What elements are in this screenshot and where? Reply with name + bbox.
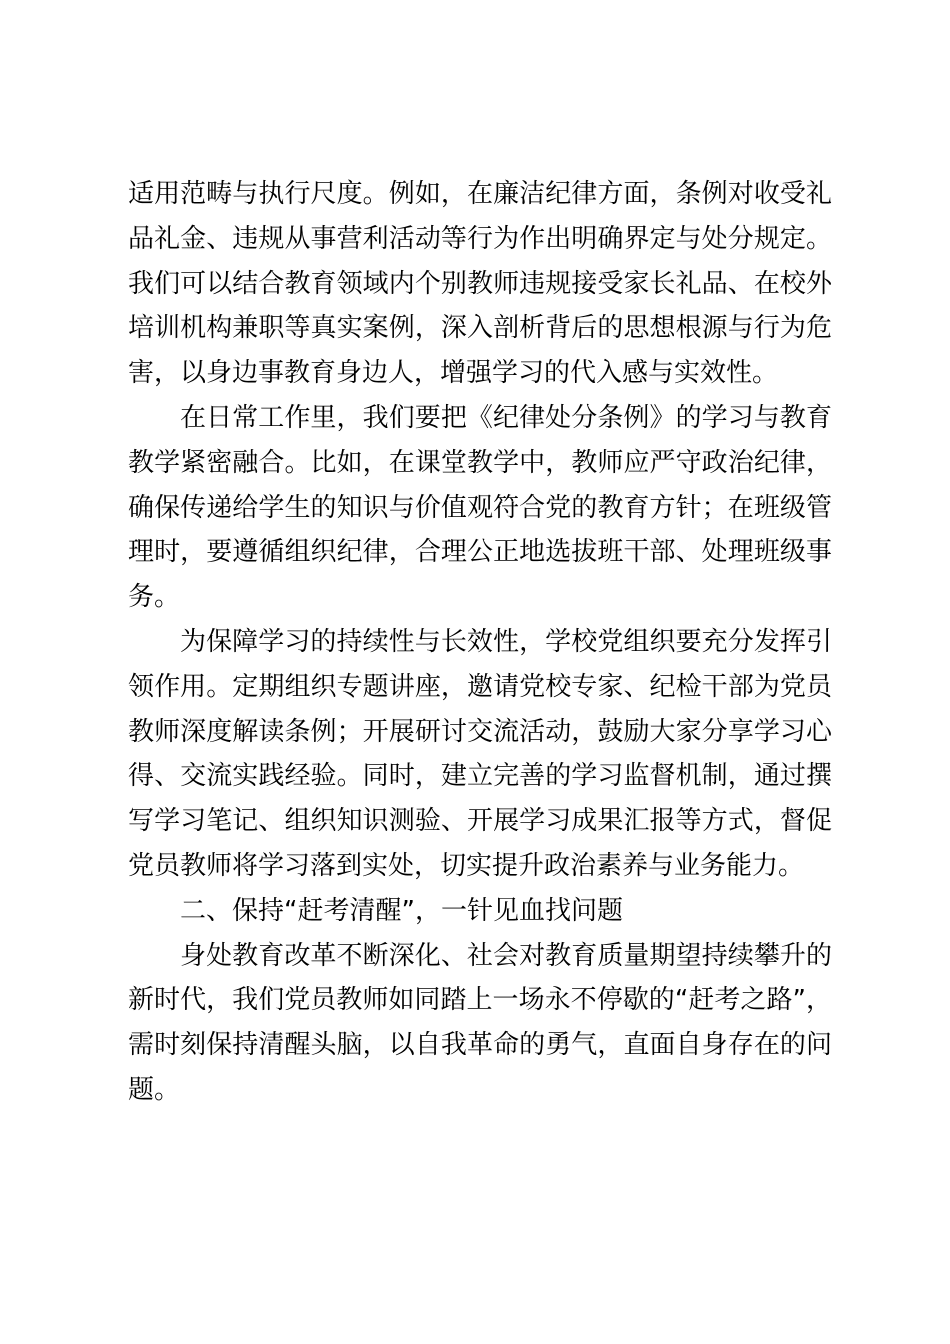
document-body <box>128 172 832 1113</box>
body-paragraph: 在日常工作里，我们要把《纪律处分条例》的学习与教育教学紧密融合。比如，在课堂教学中，教师应严守政治纪律，确保传递给学生的知识与价值观符合党的教育方针；在班级管理时，要遵循组织纪律，合理公正地选拔班干部、处理班级事务。 <box>128 402 832 613</box>
section-heading: 二、保持“赶考清醒”，一针见血找问题 <box>180 895 623 926</box>
body-paragraph: 为保障学习的持续性与长效性，学校党组织要充分发挥引领作用。定期组织专题讲座，邀请党校专家、纪检干部为党员教师深度解读条例；开展研讨交流活动，鼓励大家分享学习心得、交流实践经验。同时，建立完善的学习监督机制，通过撰写学习笔记、组织知识测验、开展学习成果汇报等方式，督促党员教师将学习落到实处，切实提升政治素养与业务能力。 <box>128 626 832 881</box>
body-paragraph-continued: 适用范畴与执行尺度。例如，在廉洁纪律方面，条例对收受礼品礼金、违规从事营利活动等行为作出明确界定与处分规定。我们可以结合教育领域内个别教师违规接受家长礼品、在校外培训机构兼职等真实案例，深入剖析背后的思想根源与行为危害，以身边事教育身边人，增强学习的代入感与实效性。 <box>128 179 832 389</box>
body-paragraph: 身处教育改革不断深化、社会对教育质量期望持续攀升的新时代，我们党员教师如同踏上一场永不停歇的“赶考之路”，需时刻保持清醒头脑，以自我革命的勇气，直面自身存在的问题。 <box>128 940 832 1105</box>
